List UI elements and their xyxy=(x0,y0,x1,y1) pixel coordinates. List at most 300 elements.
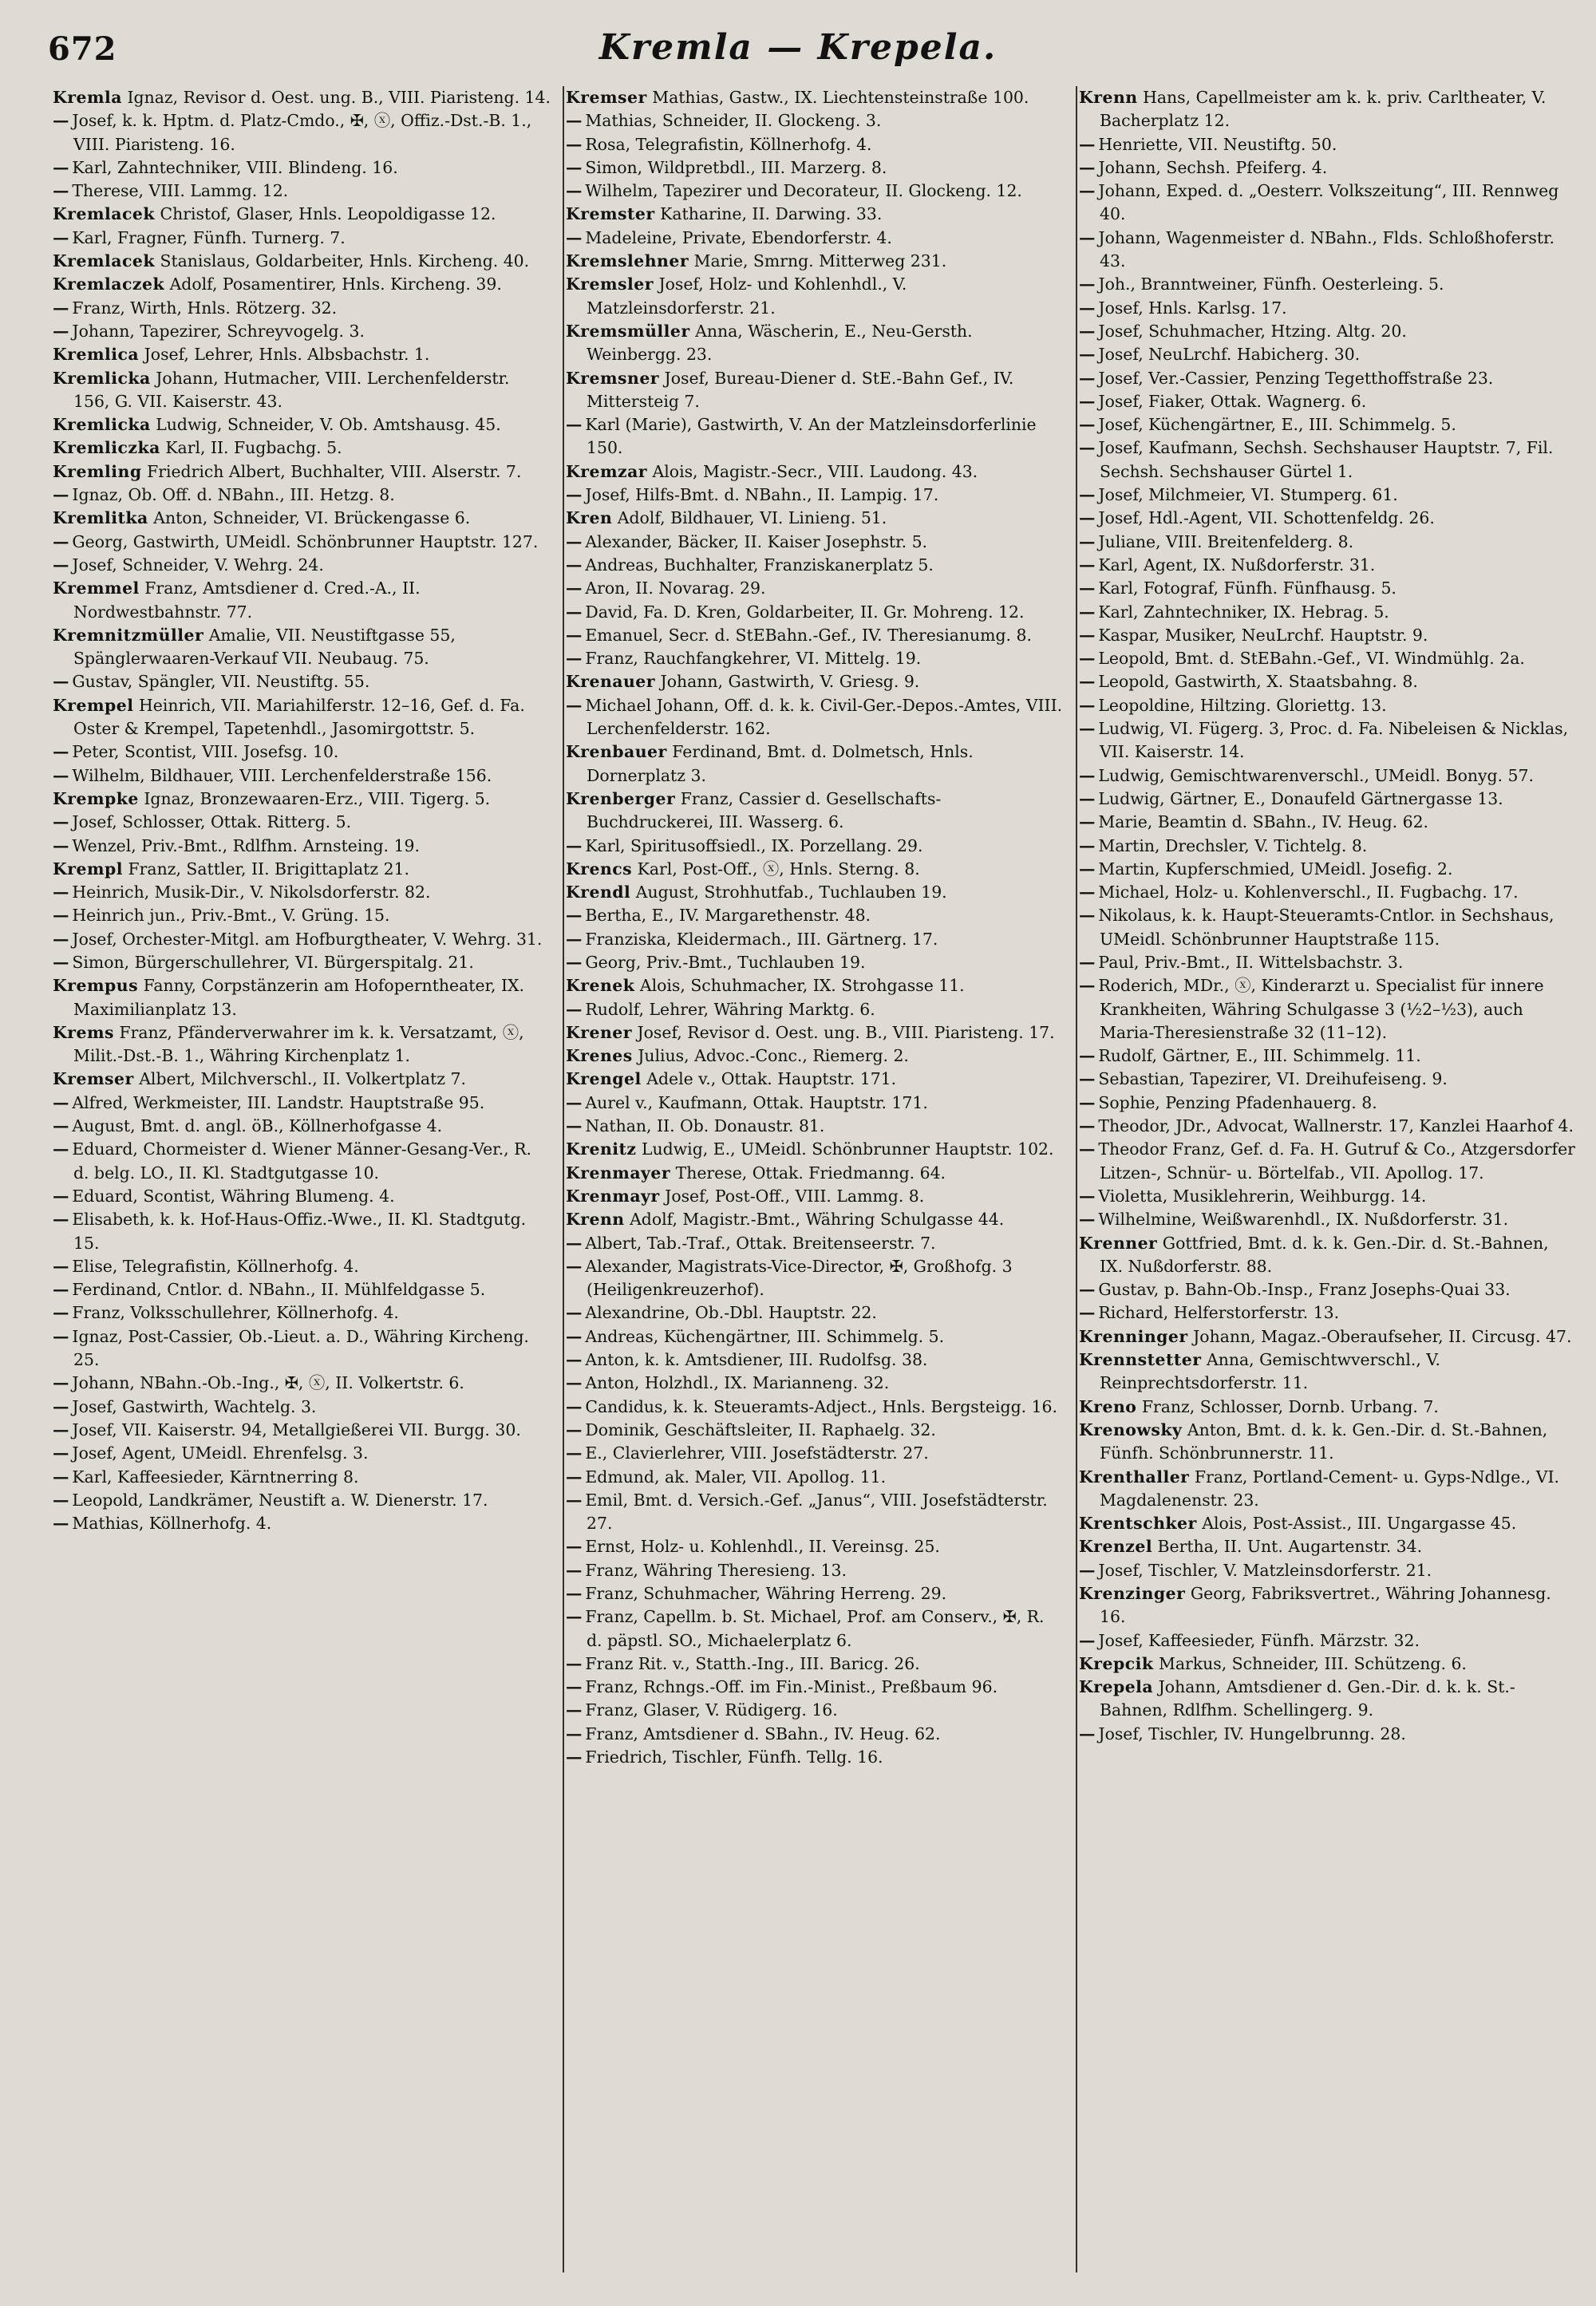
ditto-dash: — xyxy=(53,765,69,785)
ditto-dash: — xyxy=(566,1724,583,1743)
directory-entry xyxy=(566,1138,1064,1161)
directory-entry xyxy=(566,1255,1064,1302)
ditto-dash: — xyxy=(1079,321,1096,341)
ditto-dash: — xyxy=(1079,835,1096,855)
entry-details: Adolf, Magistr.-Bmt., Währing Schulgasse 44. xyxy=(630,1210,1005,1230)
ditto-dash: — xyxy=(1079,976,1096,996)
entry-details: Franz Rit. v., Statth.-Ing., III. Baricg. 26. xyxy=(585,1653,920,1673)
ditto-dash: — xyxy=(1079,788,1096,808)
entry-details: Anna, Wäscherin, E., Neu-Gersth. Weinbergg. 23. xyxy=(587,321,973,365)
ditto-dash: — xyxy=(566,1443,583,1463)
entry-surname: Krenzinger xyxy=(1079,1584,1186,1603)
ditto-dash: — xyxy=(1079,1116,1096,1136)
directory-entry xyxy=(53,788,551,811)
ditto-dash: — xyxy=(1079,1560,1096,1580)
entry-details: Eduard, Chormeister d. Wiener Männer-Gesang-Ver., R. d. belg. LO., II. Kl. Stadtgutgasse 10. xyxy=(72,1139,531,1183)
entry-details: Franziska, Kleidermach., III. Gärtnerg. 17. xyxy=(585,929,938,949)
ditto-dash: — xyxy=(53,1326,69,1346)
ditto-dash: — xyxy=(566,1653,583,1673)
ditto-dash: — xyxy=(1079,602,1096,622)
entry-details: Henriette, VII. Neustiftg. 50. xyxy=(1098,134,1337,154)
entry-details: Johann, Magaz.-Oberaufseher, II. Circusg. 47. xyxy=(1193,1326,1572,1346)
ditto-dash: — xyxy=(566,1420,583,1439)
directory-entry xyxy=(53,554,551,577)
entry-details: Karl, Kaffeesieder, Kärntnerring 8. xyxy=(72,1467,359,1487)
ditto-dash: — xyxy=(566,1350,583,1370)
entry-details: Ludwig, E., UMeidl. Schönbrunner Hauptstr. 102. xyxy=(642,1139,1054,1159)
entry-details: Josef, Ver.-Cassier, Penzing Tegetthoffstraße 23. xyxy=(1098,368,1494,388)
directory-entry xyxy=(53,1208,551,1255)
directory-entry xyxy=(53,1278,551,1301)
directory-entry xyxy=(53,1255,551,1278)
entry-details: Madeleine, Private, Ebendorferstr. 4. xyxy=(585,227,892,247)
entry-details: Franz, Schlosser, Dornb. Urbang. 7. xyxy=(1141,1396,1439,1416)
ditto-dash: — xyxy=(1079,719,1096,739)
entry-details: Emil, Bmt. d. Versich.-Gef. „Janus“, VIII. Josefstädterstr. 27. xyxy=(585,1490,1048,1534)
directory-entry xyxy=(1079,647,1577,670)
entry-details: Dominik, Geschäftsleiter, II. Raphaelg. 32. xyxy=(585,1420,936,1439)
entry-details: Sebastian, Tapezirer, VI. Dreihufeiseng. 9. xyxy=(1098,1069,1448,1089)
ditto-dash: — xyxy=(566,1747,583,1767)
directory-entry xyxy=(53,694,551,741)
directory-entry xyxy=(566,928,1064,951)
directory-entry xyxy=(1079,951,1577,974)
entry-details: Johann, Wagenmeister d. NBahn., Flds. Schloßhoferstr. 43. xyxy=(1098,227,1555,271)
entry-details: Franz, Rchngs.-Off. im Fin.-Minist., Preßbaum 96. xyxy=(585,1677,998,1697)
entry-details: Franz, Volksschullehrer, Köllnerhofg. 4. xyxy=(72,1303,399,1323)
entry-details: Josef, Küchengärtner, E., III. Schimmelg. 5. xyxy=(1098,415,1456,435)
directory-entry xyxy=(566,624,1064,647)
ditto-dash: — xyxy=(53,742,69,762)
entry-details: Hans, Capellmeister am k. k. priv. Carltheater, V. Bacherplatz 12. xyxy=(1100,88,1547,131)
directory-entry xyxy=(566,1044,1064,1068)
ditto-dash: — xyxy=(566,602,583,622)
ditto-dash: — xyxy=(566,1677,583,1697)
entry-details: Heinrich, Musik-Dir., V. Nikolsdorferstr. 82. xyxy=(72,883,431,902)
entry-details: Martin, Kupferschmied, UMeidl. Josefig. 2. xyxy=(1098,859,1453,879)
directory-entry xyxy=(566,835,1064,858)
entry-details: Bertha, II. Unt. Augartenstr. 34. xyxy=(1157,1537,1423,1557)
ditto-dash: — xyxy=(1079,906,1096,926)
directory-entry xyxy=(566,554,1064,577)
directory-entry xyxy=(53,740,551,764)
entry-details: Heinrich, VII. Mariahilferstr. 12–16, Gef. d. Fa. Oster & Krempel, Tapetenhdl., Jasomirgottstr. 5. xyxy=(73,695,525,739)
directory-entry xyxy=(53,1512,551,1535)
ditto-dash: — xyxy=(566,1584,583,1603)
entry-details: Johann, Exped. d. „Oesterr. Volkszeitung“, III. Rennweg 40. xyxy=(1098,181,1559,224)
entry-surname: Krenek xyxy=(566,976,635,996)
ditto-dash: — xyxy=(566,929,583,949)
ditto-dash: — xyxy=(53,1303,69,1323)
directory-entry xyxy=(1079,1301,1577,1325)
entry-details: Katharine, II. Darwing. 33. xyxy=(660,204,883,224)
ditto-dash: — xyxy=(566,1326,583,1346)
entry-details: Marie, Smrng. Mitterweg 231. xyxy=(693,251,947,271)
directory-entry xyxy=(1079,1044,1577,1068)
entry-details: Karl (Marie), Gastwirth, V. An der Matzleinsdorferlinie 150. xyxy=(585,415,1037,458)
ditto-dash: — xyxy=(1079,695,1096,715)
directory-entry xyxy=(1079,297,1577,320)
directory-entry xyxy=(53,1115,551,1138)
ditto-dash: — xyxy=(566,625,583,645)
ditto-dash: — xyxy=(566,1116,583,1136)
entry-details: Alois, Schuhmacher, IX. Strohgasse 11. xyxy=(639,976,965,996)
entry-details: Karl, Fragner, Fünfh. Turnerg. 7. xyxy=(72,227,346,247)
page-header xyxy=(48,24,1548,80)
entry-surname: Krempl xyxy=(53,859,124,879)
ditto-dash: — xyxy=(566,485,583,505)
entry-details: Kaspar, Musiker, NeuLrchf. Hauptstr. 9. xyxy=(1098,625,1428,645)
entry-details: Wilhelm, Bildhauer, VIII. Lerchenfelderstraße 156. xyxy=(72,765,492,785)
directory-entry xyxy=(53,835,551,858)
directory-entry xyxy=(566,904,1064,927)
entry-surname: Krenzel xyxy=(1079,1537,1153,1557)
entry-details: Andreas, Buchhalter, Franziskanerplatz 5. xyxy=(585,555,934,575)
directory-entry xyxy=(1079,904,1577,951)
ditto-dash: — xyxy=(53,321,69,341)
ditto-dash: — xyxy=(53,906,69,926)
ditto-dash: — xyxy=(1079,555,1096,575)
ditto-dash: — xyxy=(53,1443,69,1463)
entry-details: Johann, Hutmacher, VIII. Lerchenfelderstr. 156, G. VII. Kaiserstr. 43. xyxy=(73,368,510,411)
ditto-dash: — xyxy=(1079,1092,1096,1112)
directory-entry xyxy=(53,297,551,320)
entry-details: Ignaz, Post-Cassier, Ob.-Lieut. a. D., Währing Kircheng. 25. xyxy=(72,1326,529,1370)
entry-surname: Kremlica xyxy=(53,345,140,365)
entry-details: Michael Johann, Off. d. k. k. Civil-Ger.-Depos.-Amtes, VIII. Lerchenfelderstr. 162. xyxy=(585,695,1063,739)
directory-entry xyxy=(566,1466,1064,1489)
directory-entry xyxy=(53,484,551,507)
ditto-dash: — xyxy=(566,1373,583,1393)
directory-entry xyxy=(566,1068,1064,1091)
ditto-dash: — xyxy=(566,999,583,1019)
directory-entry xyxy=(1079,1629,1577,1653)
directory-entry xyxy=(566,1559,1064,1582)
ditto-dash: — xyxy=(566,1560,583,1580)
entry-details: Ferdinand, Bmt. d. Dolmetsch, Hnls. Dornerplatz 3. xyxy=(587,742,974,785)
entry-surname: Krempus xyxy=(53,976,139,996)
directory-entry xyxy=(566,1185,1064,1208)
entry-details: Alois, Magistr.-Secr., VIII. Laudong. 43. xyxy=(652,461,978,481)
entry-details: Simon, Bürgerschullehrer, VI. Bürgerspitalg. 21. xyxy=(72,952,474,972)
entry-details: Josef, Milchmeier, VI. Stumperg. 61. xyxy=(1098,485,1398,505)
ditto-dash: — xyxy=(566,1233,583,1253)
ditto-dash: — xyxy=(1079,1046,1096,1066)
directory-entry xyxy=(566,647,1064,670)
entry-details: Wenzel, Priv.-Bmt., Rdlfhm. Arnsteing. 19. xyxy=(72,835,420,855)
entry-surname: Krenbauer xyxy=(566,742,667,762)
directory-entry xyxy=(566,788,1064,835)
ditto-dash: — xyxy=(53,1420,69,1439)
ditto-dash: — xyxy=(566,649,583,669)
ditto-dash: — xyxy=(53,1373,69,1393)
directory-entry xyxy=(53,881,551,904)
ditto-dash: — xyxy=(1079,485,1096,505)
entry-details: Wilhelm, Tapezirer und Decorateur, II. Glockeng. 12. xyxy=(585,181,1022,201)
entry-details: Josef, Tischler, V. Matzleinsdorferstr. 21. xyxy=(1098,1560,1432,1580)
entry-details: Richard, Helferstorferstr. 13. xyxy=(1098,1303,1340,1323)
directory-entry xyxy=(566,531,1064,554)
directory-entry xyxy=(53,1301,551,1325)
directory-entry xyxy=(53,109,551,156)
ditto-dash: — xyxy=(1079,1303,1096,1323)
entry-details: Therese, VIII. Lammg. 12. xyxy=(72,181,289,201)
entry-surname: Krencs xyxy=(566,859,633,879)
directory-entry xyxy=(566,601,1064,624)
directory-entry xyxy=(53,227,551,250)
ditto-dash: — xyxy=(53,111,69,131)
ditto-dash: — xyxy=(1079,298,1096,318)
entry-details: Mathias, Gastw., IX. Liechtensteinstraße 100. xyxy=(652,88,1029,107)
directory-entry xyxy=(53,670,551,693)
ditto-dash: — xyxy=(53,531,69,551)
directory-entry xyxy=(1079,624,1577,647)
directory-entry xyxy=(566,250,1064,273)
entry-details: Aurel v., Kaufmann, Ottak. Hauptstr. 171. xyxy=(585,1092,928,1112)
directory-entry xyxy=(53,811,551,834)
ditto-dash: — xyxy=(566,227,583,247)
directory-entry xyxy=(53,460,551,484)
entry-details: Peter, Scontist, VIII. Josefsg. 10. xyxy=(72,742,339,762)
directory-entry xyxy=(1079,881,1577,904)
directory-entry xyxy=(566,1676,1064,1699)
ditto-dash: — xyxy=(566,1256,583,1276)
entry-surname: Krenberger xyxy=(566,788,676,808)
entry-details: Karl, Post-Off., ⓧ, Hnls. Sterng. 8. xyxy=(637,859,920,879)
directory-entry xyxy=(566,227,1064,250)
entry-details: Alexander, Bäcker, II. Kaiser Josephstr. 5. xyxy=(585,531,928,551)
ditto-dash: — xyxy=(566,695,583,715)
directory-entry xyxy=(53,367,551,414)
entry-details: Paul, Priv.-Bmt., II. Wittelsbachstr. 3. xyxy=(1098,952,1404,972)
ditto-dash: — xyxy=(53,1396,69,1416)
directory-entry xyxy=(53,951,551,974)
entry-details: Georg, Fabriksvertret., Währing Johannesg. 16. xyxy=(1100,1584,1551,1627)
entry-details: Marie, Beamtin d. SBahn., IV. Heug. 62. xyxy=(1098,812,1429,832)
directory-entry xyxy=(566,507,1064,530)
directory-entry xyxy=(566,998,1064,1021)
directory-entry xyxy=(566,740,1064,788)
entry-details: Leopoldine, Hiltzing. Gloriettg. 13. xyxy=(1098,695,1387,715)
entry-details: Josef, Schuhmacher, Htzing. Altg. 20. xyxy=(1098,321,1407,341)
directory-entry xyxy=(1079,1348,1577,1396)
directory-entry xyxy=(566,1582,1064,1605)
entry-details: Josef, Post-Off., VIII. Lammg. 8. xyxy=(665,1186,925,1206)
directory-entry xyxy=(566,881,1064,904)
directory-entry xyxy=(1079,601,1577,624)
directory-entry xyxy=(53,507,551,530)
entry-surname: Kremster xyxy=(566,204,655,224)
ditto-dash: — xyxy=(566,1467,583,1487)
ditto-dash: — xyxy=(53,835,69,855)
directory-entry xyxy=(53,858,551,881)
directory-entry xyxy=(1079,811,1577,834)
directory-entry xyxy=(1079,670,1577,693)
ditto-dash: — xyxy=(566,1607,583,1627)
entry-surname: Krepcik xyxy=(1079,1653,1154,1673)
entry-surname: Kremla xyxy=(53,88,122,107)
entry-details: Leopold, Bmt. d. StEBahn.-Gef., VI. Windmühlg. 2a. xyxy=(1098,649,1525,669)
directory-entry xyxy=(1079,343,1577,366)
entry-details: Anna, Gemischtwverschl., V. Reinprechtsdorferstr. 11. xyxy=(1100,1350,1440,1393)
entry-surname: Kremsmüller xyxy=(566,321,690,341)
entry-details: Gottfried, Bmt. d. k. k. Gen.-Dir. d. St.-Bahnen, IX. Nußdorferstr. 88. xyxy=(1100,1233,1549,1276)
entry-details: August, Strohhutfab., Tuchlauben 19. xyxy=(635,883,947,902)
directory-entry xyxy=(1079,1208,1577,1231)
directory-entry xyxy=(53,1396,551,1419)
directory-entry xyxy=(1079,835,1577,858)
entry-details: Candidus, k. k. Steueramts-Adject., Hnls. Bergsteigg. 16. xyxy=(585,1396,1058,1416)
ditto-dash: — xyxy=(566,906,583,926)
ditto-dash: — xyxy=(53,1280,69,1300)
ditto-dash: — xyxy=(1079,1280,1096,1300)
directory-entry xyxy=(1079,858,1577,881)
entry-surname: Krennstetter xyxy=(1079,1350,1202,1370)
entry-details: Nikolaus, k. k. Haupt-Steueramts-Cntlor. in Sechshaus, UMeidl. Schönbrunner Hauptstraße 115. xyxy=(1098,906,1555,949)
entry-details: Ignaz, Revisor d. Oest. ung. B., VIII. Piaristeng. 14. xyxy=(127,88,551,107)
directory-entry xyxy=(53,156,551,180)
ditto-dash: — xyxy=(566,111,583,131)
entry-surname: Krenmayer xyxy=(566,1163,671,1183)
directory-entry xyxy=(1079,717,1577,764)
entry-details: Fanny, Corpstänzerin am Hofoperntheater, IX. Maximilianplatz 13. xyxy=(73,976,525,1019)
ditto-dash: — xyxy=(53,1210,69,1230)
entry-details: August, Bmt. d. angl. öB., Köllnerhofgasse 4. xyxy=(72,1116,443,1136)
directory-entry xyxy=(53,1068,551,1091)
entry-details: Alexander, Magistrats-Vice-Director, ✠, Großhofg. 3 (Heiligenkreuzerhof). xyxy=(585,1256,1013,1300)
ditto-dash: — xyxy=(1079,1210,1096,1230)
entry-surname: Krepela xyxy=(1079,1677,1154,1697)
entry-details: Adele v., Ottak. Hauptstr. 171. xyxy=(646,1069,897,1089)
entry-details: Ignaz, Bronzewaaren-Erz., VIII. Tigerg. 5. xyxy=(144,788,491,808)
entry-details: Mathias, Schneider, II. Glockeng. 3. xyxy=(585,111,882,131)
entry-surname: Kremliczka xyxy=(53,438,160,458)
directory-entry xyxy=(1079,390,1577,413)
ditto-dash: — xyxy=(566,415,583,435)
directory-entry xyxy=(1079,1419,1577,1466)
directory-entry xyxy=(566,1301,1064,1325)
ditto-dash: — xyxy=(1079,1139,1096,1159)
entry-surname: Krenthaller xyxy=(1079,1467,1190,1487)
entry-details: Ludwig, Gärtner, E., Donaufeld Gärtnergasse 13. xyxy=(1098,788,1503,808)
entry-surname: Krempke xyxy=(53,788,139,808)
directory-entry xyxy=(53,904,551,927)
ditto-dash: — xyxy=(1079,1724,1096,1743)
directory-entry xyxy=(566,1162,1064,1185)
entry-details: Juliane, VIII. Breitenfelderg. 8. xyxy=(1098,531,1354,551)
entry-details: Franz, Rauchfangkehrer, VI. Mittelg. 19. xyxy=(585,649,922,669)
entry-details: Gustav, Spängler, VII. Neustiftg. 55. xyxy=(72,672,370,692)
ditto-dash: — xyxy=(566,531,583,551)
column-1 xyxy=(53,86,551,2288)
entry-details: Anton, Schneider, VI. Brückengasse 6. xyxy=(153,508,471,528)
entry-surname: Kren xyxy=(566,508,613,528)
entry-details: Franz, Amtsdiener d. Cred.-A., II. Nordwestbahnstr. 77. xyxy=(73,578,421,622)
ditto-dash: — xyxy=(566,1700,583,1720)
directory-entry xyxy=(566,1021,1064,1044)
directory-entry xyxy=(1079,1723,1577,1746)
directory-entry xyxy=(566,1419,1064,1442)
ditto-dash: — xyxy=(1079,578,1096,598)
directory-entry xyxy=(53,1325,551,1372)
entry-details: Franz, Währing Theresieng. 13. xyxy=(585,1560,847,1580)
directory-entry xyxy=(53,1442,551,1465)
directory-entry xyxy=(566,460,1064,484)
directory-entry xyxy=(53,1021,551,1068)
entry-details: Alexandrine, Ob.-Dbl. Hauptstr. 22. xyxy=(585,1303,877,1323)
ditto-dash: — xyxy=(53,672,69,692)
directory-entry xyxy=(566,1092,1064,1115)
ditto-dash: — xyxy=(566,157,583,177)
directory-entry xyxy=(566,1348,1064,1372)
directory-entry xyxy=(1079,413,1577,436)
directory-entry xyxy=(1079,1115,1577,1138)
entry-details: Franz, Pfänderverwahrer im k. k. Versatzamt, ⓧ, Milit.-Dst.-B. 1., Währing Kirchenplatz 1. xyxy=(73,1022,524,1066)
entry-details: Michael, Holz- u. Kohlenverschl., II. Fugbachg. 17. xyxy=(1098,883,1519,902)
directory-entry xyxy=(1079,180,1577,227)
ditto-dash: — xyxy=(1079,181,1096,201)
directory-entry xyxy=(53,1185,551,1208)
directory-entry xyxy=(1079,484,1577,507)
entry-details: Ludwig, VI. Fügerg. 3, Proc. d. Fa. Nibeleisen & Nicklas, VII. Kaiserstr. 14. xyxy=(1098,719,1569,762)
entry-details: Eduard, Scontist, Währing Blumeng. 4. xyxy=(72,1186,395,1206)
directory-entry xyxy=(1079,1068,1577,1091)
entry-details: Georg, Priv.-Bmt., Tuchlauben 19. xyxy=(585,952,866,972)
page-number: 672 xyxy=(48,30,117,68)
ditto-dash: — xyxy=(53,1514,69,1534)
entry-surname: Kremlitka xyxy=(53,508,148,528)
entry-details: Josef, Hdl.-Agent, VII. Schottenfeldg. 26. xyxy=(1098,508,1435,528)
ditto-dash: — xyxy=(1079,415,1096,435)
directory-entry xyxy=(1079,367,1577,390)
entry-details: David, Fa. D. Kren, Goldarbeiter, II. Gr. Mohreng. 12. xyxy=(585,602,1025,622)
directory-entry xyxy=(566,86,1064,109)
entry-details: Karl, Spiritusoffsiedl., IX. Porzellang. 29. xyxy=(585,835,923,855)
ditto-dash: — xyxy=(566,1303,583,1323)
directory-entry xyxy=(566,203,1064,226)
entry-surname: Kremser xyxy=(53,1069,134,1089)
ditto-dash: — xyxy=(1079,672,1096,692)
entry-details: Anton, k. k. Amtsdiener, III. Rudolfsg. 38. xyxy=(585,1350,928,1370)
entry-surname: Krenn xyxy=(1079,88,1138,107)
entry-details: Ferdinand, Cntlor. d. NBahn., II. Mühlfeldgasse 5. xyxy=(72,1280,486,1300)
entry-details: Franz, Glaser, V. Rüdigerg. 16. xyxy=(585,1700,838,1720)
entry-details: Johann, NBahn.-Ob.-Ing., ✠, ⓧ, II. Volkertstr. 6. xyxy=(72,1373,464,1393)
entry-details: Therese, Ottak. Friedmanng. 64. xyxy=(675,1163,946,1183)
entry-details: Josef, Gastwirth, Wachtelg. 3. xyxy=(72,1396,317,1416)
entry-details: Karl, Agent, IX. Nußdorferstr. 31. xyxy=(1098,555,1376,575)
entry-details: Johann, Gastwirth, V. Griesg. 9. xyxy=(660,672,920,692)
entry-details: Josef, Hnls. Karlsg. 17. xyxy=(1098,298,1287,318)
directory-entry xyxy=(1079,273,1577,296)
entry-surname: Krenn xyxy=(566,1210,625,1230)
directory-entry xyxy=(53,974,551,1021)
directory-entry xyxy=(53,928,551,951)
entry-details: Josef, Revisor d. Oest. ung. B., VIII. Piaristeng. 17. xyxy=(637,1022,1055,1042)
directory-entry xyxy=(566,156,1064,180)
entry-details: Friedrich, Tischler, Fünfh. Tellg. 16. xyxy=(585,1747,883,1767)
directory-entry xyxy=(566,1723,1064,1746)
entry-details: Johann, Tapezirer, Schreyvogelg. 3. xyxy=(72,321,365,341)
directory-entry xyxy=(566,974,1064,997)
ditto-dash: — xyxy=(1079,157,1096,177)
directory-entry xyxy=(566,1535,1064,1558)
entry-details: Josef, Tischler, IV. Hungelbrunng. 28. xyxy=(1098,1724,1406,1743)
entry-details: Adolf, Bildhauer, VI. Linieng. 51. xyxy=(617,508,887,528)
directory-entry xyxy=(566,1746,1064,1769)
entry-details: Josef, NeuLrchf. Habicherg. 30. xyxy=(1098,345,1361,365)
entry-details: Anton, Bmt. d. k. k. Gen.-Dir. d. St.-Bahnen, Fünfh. Schönbrunnerstr. 11. xyxy=(1100,1420,1548,1463)
